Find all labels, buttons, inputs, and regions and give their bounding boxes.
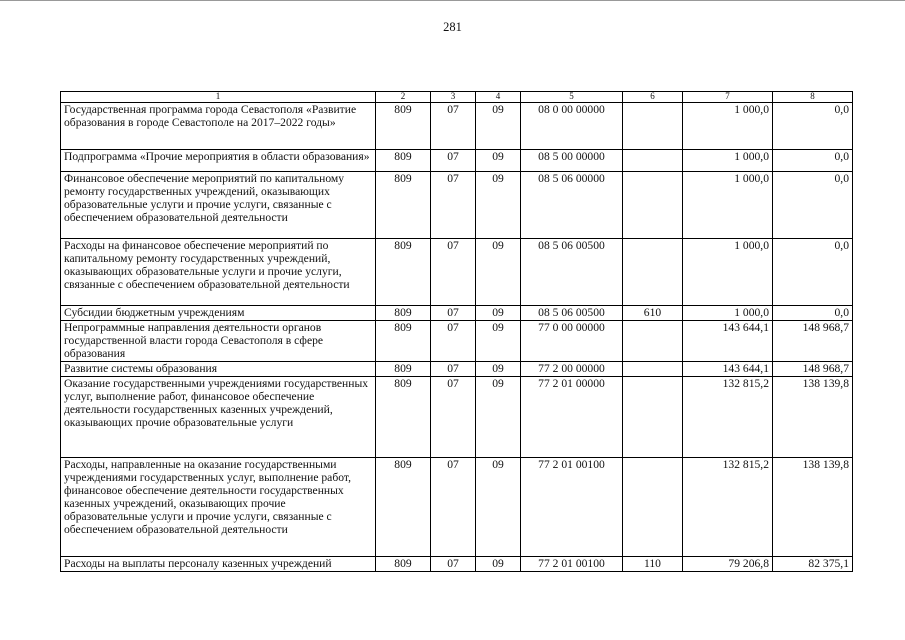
row-section: 07 bbox=[431, 172, 476, 239]
row-name: Расходы, направленные на оказание государственными учреждениями государственных услуг, выполнение работ, финансовое обеспечение деятельности государственных казенных учреждений, оказывающих прочие образовательные услуги и прочие услуги, связанные с обеспечением образовательной деятельности bbox=[61, 458, 376, 557]
row-target-code: 77 0 00 00000 bbox=[521, 321, 623, 362]
row-subsection: 09 bbox=[476, 557, 521, 572]
table-row bbox=[61, 306, 853, 321]
row-subsection: 09 bbox=[476, 362, 521, 377]
column-header: 5 bbox=[521, 92, 623, 103]
table-row bbox=[61, 362, 853, 377]
row-name: Подпрограмма «Прочие мероприятия в области образования» bbox=[61, 150, 376, 172]
row-subsection: 09 bbox=[476, 377, 521, 458]
row-admin-code: 809 bbox=[376, 362, 431, 377]
page-number: 281 bbox=[443, 20, 462, 34]
table-row bbox=[61, 557, 853, 572]
table-row bbox=[61, 150, 853, 172]
row-name: Расходы на финансовое обеспечение мероприятий по капитальному ремонту государственных учреждений, оказывающих образовательные услуги и прочие услуги, связанные с обеспечением образовательной деятельности bbox=[61, 239, 376, 306]
row-target-code: 08 5 06 00500 bbox=[521, 239, 623, 306]
row-admin-code: 809 bbox=[376, 172, 431, 239]
row-sum-col7: 132 815,2 bbox=[683, 377, 773, 458]
page-top-edge bbox=[0, 0, 905, 1]
column-header: 6 bbox=[623, 92, 683, 103]
row-target-code: 08 5 06 00500 bbox=[521, 306, 623, 321]
row-sum-col7: 132 815,2 bbox=[683, 458, 773, 557]
row-sum-col8: 148 968,7 bbox=[773, 321, 853, 362]
table-header-row bbox=[61, 92, 853, 103]
row-sum-col7: 143 644,1 bbox=[683, 321, 773, 362]
row-expense-type bbox=[623, 321, 683, 362]
row-name: Оказание государственными учреждениями государственных услуг, выполнение работ, финансовое обеспечение деятельности государственных казенных учреждений, оказывающих прочие образовательные услуги bbox=[61, 377, 376, 458]
row-sum-col7: 79 206,8 bbox=[683, 557, 773, 572]
row-subsection: 09 bbox=[476, 306, 521, 321]
row-target-code: 77 2 01 00100 bbox=[521, 557, 623, 572]
row-expense-type: 110 bbox=[623, 557, 683, 572]
row-name: Государственная программа города Севастополя «Развитие образования в городе Севастополе на 2017–2022 годы» bbox=[61, 103, 376, 150]
row-sum-col8: 0,0 bbox=[773, 239, 853, 306]
row-expense-type bbox=[623, 172, 683, 239]
table-row bbox=[61, 377, 853, 458]
row-target-code: 77 2 00 00000 bbox=[521, 362, 623, 377]
row-expense-type: 610 bbox=[623, 306, 683, 321]
row-name: Финансовое обеспечение мероприятий по капитальному ремонту государственных учреждений, оказывающих образовательные услуги и прочие услуги, связанные с обеспечением образовательной деятельности bbox=[61, 172, 376, 239]
row-name: Расходы на выплаты персоналу казенных учреждений bbox=[61, 557, 376, 572]
row-sum-col7: 1 000,0 bbox=[683, 103, 773, 150]
table-row bbox=[61, 172, 853, 239]
row-sum-col8: 82 375,1 bbox=[773, 557, 853, 572]
row-subsection: 09 bbox=[476, 321, 521, 362]
row-expense-type bbox=[623, 239, 683, 306]
budget-table bbox=[60, 91, 853, 572]
row-section: 07 bbox=[431, 362, 476, 377]
row-subsection: 09 bbox=[476, 172, 521, 239]
row-section: 07 bbox=[431, 239, 476, 306]
row-target-code: 08 5 06 00000 bbox=[521, 172, 623, 239]
row-section: 07 bbox=[431, 306, 476, 321]
row-sum-col7: 1 000,0 bbox=[683, 172, 773, 239]
row-admin-code: 809 bbox=[376, 239, 431, 306]
row-sum-col8: 148 968,7 bbox=[773, 362, 853, 377]
row-name: Непрограммные направления деятельности органов государственной власти города Севастополя в сфере образования bbox=[61, 321, 376, 362]
table-row bbox=[61, 458, 853, 557]
row-section: 07 bbox=[431, 103, 476, 150]
row-section: 07 bbox=[431, 458, 476, 557]
column-header: 7 bbox=[683, 92, 773, 103]
row-target-code: 77 2 01 00000 bbox=[521, 377, 623, 458]
row-sum-col8: 0,0 bbox=[773, 150, 853, 172]
row-admin-code: 809 bbox=[376, 321, 431, 362]
row-subsection: 09 bbox=[476, 103, 521, 150]
row-admin-code: 809 bbox=[376, 377, 431, 458]
column-header: 1 bbox=[61, 92, 376, 103]
table-row bbox=[61, 321, 853, 362]
row-target-code: 08 5 00 00000 bbox=[521, 150, 623, 172]
row-sum-col8: 0,0 bbox=[773, 103, 853, 150]
row-sum-col7: 1 000,0 bbox=[683, 239, 773, 306]
column-header: 8 bbox=[773, 92, 853, 103]
row-sum-col7: 1 000,0 bbox=[683, 306, 773, 321]
row-sum-col7: 1 000,0 bbox=[683, 150, 773, 172]
row-sum-col8: 138 139,8 bbox=[773, 458, 853, 557]
row-expense-type bbox=[623, 362, 683, 377]
row-subsection: 09 bbox=[476, 458, 521, 557]
row-name: Субсидии бюджетным учреждениям bbox=[61, 306, 376, 321]
table-row bbox=[61, 103, 853, 150]
row-admin-code: 809 bbox=[376, 458, 431, 557]
row-section: 07 bbox=[431, 321, 476, 362]
row-subsection: 09 bbox=[476, 239, 521, 306]
column-header: 3 bbox=[431, 92, 476, 103]
row-section: 07 bbox=[431, 150, 476, 172]
row-expense-type bbox=[623, 103, 683, 150]
table-row bbox=[61, 239, 853, 306]
row-expense-type bbox=[623, 458, 683, 557]
row-expense-type bbox=[623, 377, 683, 458]
row-sum-col8: 0,0 bbox=[773, 306, 853, 321]
row-sum-col8: 0,0 bbox=[773, 172, 853, 239]
row-admin-code: 809 bbox=[376, 306, 431, 321]
row-name: Развитие системы образования bbox=[61, 362, 376, 377]
row-admin-code: 809 bbox=[376, 103, 431, 150]
row-sum-col7: 143 644,1 bbox=[683, 362, 773, 377]
row-expense-type bbox=[623, 150, 683, 172]
column-header: 4 bbox=[476, 92, 521, 103]
row-sum-col8: 138 139,8 bbox=[773, 377, 853, 458]
row-admin-code: 809 bbox=[376, 150, 431, 172]
row-section: 07 bbox=[431, 557, 476, 572]
row-target-code: 08 0 00 00000 bbox=[521, 103, 623, 150]
row-subsection: 09 bbox=[476, 150, 521, 172]
row-target-code: 77 2 01 00100 bbox=[521, 458, 623, 557]
row-section: 07 bbox=[431, 377, 476, 458]
row-admin-code: 809 bbox=[376, 557, 431, 572]
column-header: 2 bbox=[376, 92, 431, 103]
